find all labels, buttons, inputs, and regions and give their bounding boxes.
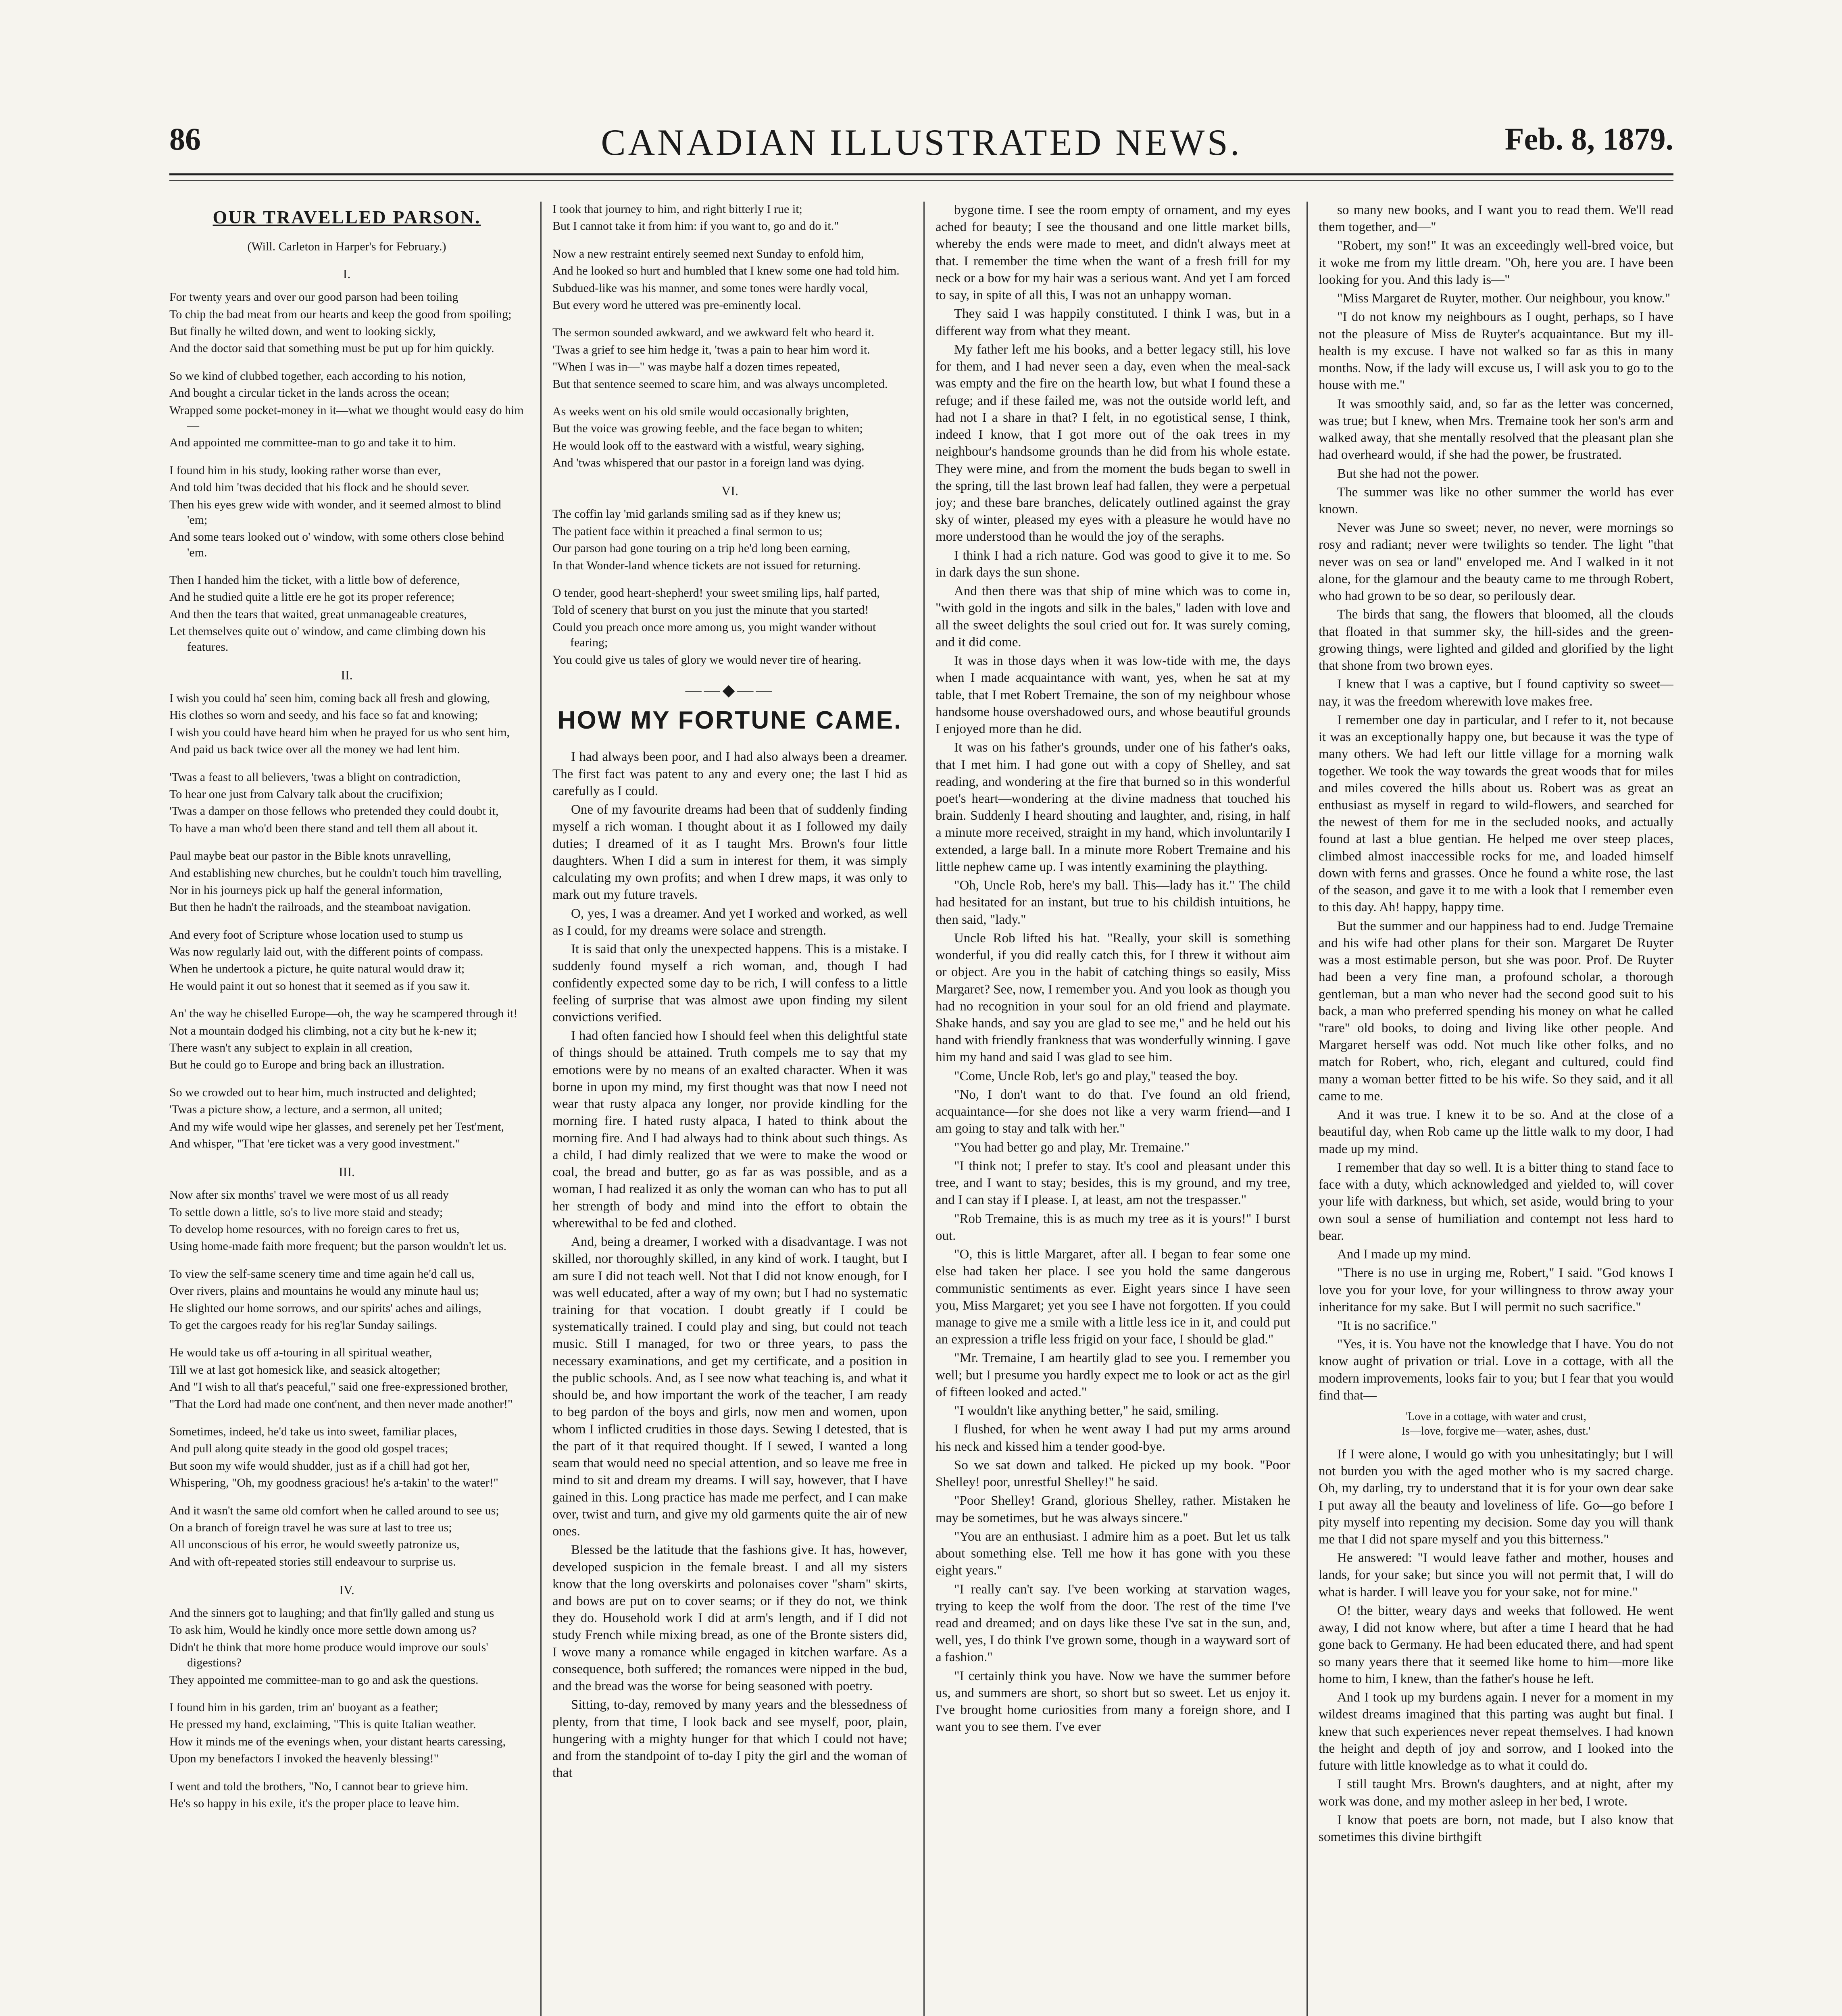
issue-date: Feb. 8, 1879. [1504, 121, 1673, 156]
verse-line: An' the way he chiselled Europe—oh, the way he scampered through it! [169, 1007, 518, 1020]
stanza [552, 585, 907, 668]
section-numeral: II. [341, 668, 353, 683]
verse-line: Could you preach once more among us, you might wander without fearing; [552, 620, 876, 650]
verse-line: To view the self-same scenery time and time again he'd call us, [169, 1267, 475, 1281]
verse-line: As weeks went on his old smile would occasionally brighten, [552, 404, 849, 418]
paragraph: And I made up my mind. [1337, 1247, 1471, 1262]
verse-line: And paid us back twice over all the money we had lent him. [169, 743, 460, 756]
verse-line: And every foot of Scripture whose location used to stump us [169, 928, 463, 941]
verse-line: I wish you could have heard him when he prayed for us who sent him, [169, 725, 510, 739]
verse-line: And he looked so hurt and humbled that I knew some one had told him. [552, 264, 900, 278]
paragraph: "Mr. Tremaine, I am heartily glad to see you. I remember you well; but I presume you hardly expect me to look or act as the girl of fifteen looked and acted." [936, 1351, 1290, 1400]
verse-line: 'Twas a feast to all believers, 'twas a blight on contradiction, [169, 770, 460, 784]
page-number: 86 [169, 121, 201, 156]
paragraph: He answered: "I would leave father and mother, houses and lands, for your sake; but since you will not permit that, I will do what is harder. I will leave you for your sake, not for mine." [1319, 1551, 1673, 1599]
verse-line: There wasn't any subject to explain in all creation, [169, 1041, 413, 1055]
paragraph: I know that poets are born, not made, but I also know that sometimes this divine birthgift [1319, 1812, 1673, 1844]
verse-line: And then the tears that waited, great unmanageable creatures, [169, 607, 467, 621]
paragraph: Blessed be the latitude that the fashions give. It has, however, developed suspicion in the female breast. I and all my sisters know that the long overskirts and polonaises cover "sham" skirts, and bows are put on to cover seams; or if they do not, we think they do. Household work I did at arm's length, and if I did not study French while mixing bread, as one of the Bronte sisters did, I wove many a romance while engaged in kitchen warfare. As a consequence, both suffered; the romances were nipped in the bud, and the bread was the worse for being seasoned with poetry. [552, 1543, 907, 1694]
paragraph: It was smoothly said, and, so far as the letter was concerned, was true; but I knew, when Mrs. Tremaine took her son's arm and walked away, that she mentally resolved that the pleasant plan she had overheard would, if she had the power, be frustrated. [1319, 396, 1673, 462]
verse-line: His clothes so worn and seedy, and his face so fat and knowing; [169, 708, 478, 722]
verse-line: He would paint it out so honest that it seemed as if you saw it. [169, 979, 470, 993]
verse-line: To ask him, Would he kindly once more settle down among us? [169, 1623, 477, 1637]
publication-title: CANADIAN ILLUSTRATED NEWS. [601, 122, 1242, 163]
couplet-line: Is—love, forgive me—water, ashes, dust.' [1401, 1425, 1591, 1437]
verse-line: But I cannot take it from him: if you want to, go and do it." [552, 219, 839, 233]
verse-line: Not a mountain dodged his climbing, not a city but he k-new it; [169, 1024, 477, 1037]
verse-line: And 'twas whispered that our pastor in a foreign land was dying. [552, 456, 865, 470]
column-divider [1306, 202, 1308, 2016]
verse-line: "When I was in—" was maybe half a dozen times repeated, [552, 360, 840, 374]
verse-line: And my wife would wipe her glasses, and serenely pet her Test'ment, [169, 1120, 504, 1133]
stanza [169, 1700, 524, 1767]
paragraph: And it was true. I knew it to be so. And at the close of a beautiful day, when Rob came up the little walk to my door, I had made up my mind. [1319, 1108, 1673, 1156]
paragraph: One of my favourite dreams had been that of suddenly finding myself a rich woman. I thought about it as I followed my daily duties; I dreamed of it as I taught Mrs. Brown's four little daughters. When I did a sum in interest for them, it was simply calculating my own profits; and when I drew maps, it was only to mark out my future travels. [552, 802, 907, 902]
story-text [936, 202, 1290, 1736]
verse-line: Till we at last got homesick like, and seasick altogether; [169, 1363, 441, 1377]
verse-line: And whisper, "That 'ere ticket was a very good investment." [169, 1137, 460, 1150]
verse-line: And pull along quite steady in the good old gospel traces; [169, 1442, 448, 1456]
verse-line: Using home-made faith more frequent; but the parson wouldn't let us. [169, 1239, 507, 1253]
paragraph: "I think not; I prefer to stay. It's cool and pleasant under this tree, and I want to stay; besides, this is my ground, and my tree, and I can stay if I please. I, at least, am not the trespasser." [936, 1158, 1290, 1208]
stanza [169, 1006, 524, 1073]
stanza [169, 369, 524, 451]
stanza [169, 1345, 524, 1412]
paragraph: "Rob Tremaine, this is as much my tree as it is yours!" I burst out. [936, 1211, 1290, 1243]
verse-line: He slighted our home sorrows, and our spirits' aches and ailings, [169, 1301, 481, 1315]
stanza [552, 404, 907, 471]
verse-line: On a branch of foreign travel he was sure at last to tree us; [169, 1520, 452, 1534]
stanza [552, 202, 907, 234]
section-numeral: I. [343, 267, 351, 281]
paragraph: bygone time. I see the room empty of ornament, and my eyes ached for beauty; I see the thousand and one little market bills, whereby the ends were made to meet, and didn't always meet at that. I remember the time when the want of a fresh frill for my neck or a bow for my hair was a serious want. And yet I am forced to say, in spite of all this, I was not an unhappy woman. [936, 203, 1290, 303]
paragraph: And then there was that ship of mine which was to come in, "with gold in the ingots and silk in the bales," laden with love and all the sweet delights the soul cried out for. It was surely coming, and it did come. [936, 584, 1290, 650]
verse-line: Told of scenery that burst on you just the minute that you started! [552, 603, 869, 617]
paragraph: so many new books, and I want you to read them. We'll read them together, and—" [1319, 203, 1673, 235]
stanza [169, 463, 524, 560]
paragraph: I flushed, for when he went away I had put my arms around his neck and kissed him a tender good-bye. [936, 1422, 1290, 1454]
paragraph: But the summer and our happiness had to end. Judge Tremaine and his wife had other plans for their son. Margaret De Ruyter was a most estimable person, but she was poor. Prof. De Ruyter had been a very fine man, a profound scholar, a thorough gentleman, but a man who never had the second good suit to his back, a man who preferred spending his money on what he called "rare" old books, to doing and living like other people. And Margaret herself was odd. Not much like other folks, and no match for Robert, who, rich, elegant and cultured, could find many a woman better fitted to be his wife. So they said, and it all came to me. [1319, 918, 1673, 1104]
verse-line: But he could go to Europe and bring back an illustration. [169, 1058, 445, 1072]
verse-line: And the doctor said that something must be put up for him quickly. [169, 342, 494, 355]
paragraph: So we sat down and talked. He picked up my book. "Poor Shelley! poor, unrestful Shelley!" he said. [936, 1458, 1290, 1490]
verse-line: 'Twas a grief to see him hedge it, 'twas a pain to hear him word it. [552, 343, 870, 356]
verse-line: Over rivers, plains and mountains he would any minute haul us; [169, 1284, 479, 1298]
poem-body [169, 266, 524, 1811]
poem-title: OUR TRAVELLED PARSON. [213, 207, 481, 227]
paragraph: "Robert, my son!" It was an exceedingly well-bred voice, but it woke me from my little dream. "Oh, here you are. I have been looking for you. And this lady is—" [1319, 238, 1673, 287]
verse-line: And with oft-repeated stories still endeavour to surprise us. [169, 1555, 456, 1568]
column-1 [169, 202, 524, 2016]
verse-line: So we kind of clubbed together, each according to his notion, [169, 369, 466, 383]
column-3 [936, 202, 1290, 2016]
column-4 [1319, 202, 1673, 2016]
stanza [552, 325, 907, 392]
stanza [169, 1266, 524, 1333]
verse-line: But that sentence seemed to scare him, and was always uncompleted. [552, 377, 888, 391]
section-numeral: IV. [339, 1583, 354, 1597]
verse-line: They appointed me committee-man to go and ask the questions. [169, 1673, 479, 1687]
verse-line: Then his eyes grew wide with wonder, and it seemed almost to blind 'em; [169, 498, 501, 527]
verse-line: And the sinners got to laughing; and that fin'lly galled and stung us [169, 1606, 494, 1620]
quoted-couplet [1319, 1410, 1673, 1439]
stanza [169, 573, 524, 655]
paragraph: The birds that sang, the flowers that bloomed, all the clouds that floated in that summer sky, the hill-sides and the green-growing things, were lighted and gilded and glorified by the light that shone from two brown eyes. [1319, 607, 1673, 673]
paragraph: "O, this is little Margaret, after all. I began to fear some one else had taken her place. I see you hold the same dangerous communistic sentiments as ever. Eight years since I have seen you, Miss Margaret; yet you see I have not forgotten. If you could manage to give me a smile with a little less ice in it, and could put an expression a trifle less frigid on your face, I should be glad." [936, 1247, 1290, 1347]
paragraph: "You had better go and play, Mr. Tremaine." [954, 1140, 1190, 1155]
paragraph: "I certainly think you have. Now we have the summer before us, and summers are short, so short but so sweet. Let us enjoy it. I've brought home curiosities from many a foreign shore, and I want you to see them. I've ever [936, 1668, 1290, 1735]
verse-line: Wrapped some pocket-money in it—what we thought would easy do him— [169, 403, 524, 432]
stanza [169, 691, 524, 758]
verse-line: But finally he wilted down, and went to looking sickly, [169, 325, 436, 338]
stanza [169, 1779, 524, 1812]
verse-line: But then he hadn't the railroads, and the steamboat navigation. [169, 900, 471, 914]
paragraph: I had often fancied how I should feel when this delightful state of things should be attained. Truth compels me to say that my emotions were by no means of an exalted character. When it was borne in upon my mind, my first thought was that now I need not wear that rusty alpaca any longer, nor provide kindling for the morning fire. I hated rusty alpaca, I hated to think about the morning fire. And I had always had to think about such things. As a child, I had dimly realized that we were to make the wood or coal, the bread and butter, go as far as was possible, and as a woman, I had realized it as only the woman can who has to put all her strength of body and mind into the effort to obtain the wherewithal to be fed and clothed. [552, 1029, 907, 1231]
verse-line: How it minds me of the evenings when, your distant hearts caressing, [169, 1735, 506, 1748]
masthead [169, 121, 1673, 173]
verse-line: And appointed me committee-man to go and take it to him. [169, 436, 456, 450]
verse-line: To settle down a little, so's to live more staid and steady; [169, 1205, 443, 1219]
verse-line: So we crowded out to hear him, much instructed and delighted; [169, 1085, 476, 1099]
verse-line: To hear one just from Calvary talk about the crucifixion; [169, 787, 443, 801]
paragraph: "Poor Shelley! Grand, glorious Shelley, rather. Mistaken he may be sometimes, but he was always sincere." [936, 1493, 1290, 1525]
verse-line: I found him in his garden, trim an' buoyant as a feather; [169, 1701, 438, 1714]
verse-line: The coffin lay 'mid garlands smiling sad as if they knew us; [552, 507, 841, 521]
verse-line: I wish you could ha' seen him, coming back all fresh and glowing, [169, 691, 490, 705]
column-2 [552, 202, 907, 2016]
stanza [169, 848, 524, 915]
paragraph: "I do not know my neighbours as I ought, perhaps, so I have not the pleasure of Miss de Ruyter's acquaintance. But my ill-health is my excuse. I have not walked so far as this in many months. Now, if the lady will excuse us, I will ask you to go to the house with me." [1319, 310, 1673, 393]
section-numeral: VI. [721, 483, 738, 498]
verse-line: Now a new restraint entirely seemed next Sunday to enfold him, [552, 247, 864, 260]
paragraph: But she had not the power. [1337, 466, 1479, 481]
paragraph: "No, I don't want to do that. I've found an old friend, acquaintance—for she does not like a very warm friend—and I am going to stay and talk with her." [936, 1087, 1290, 1136]
verse-line: And "I wish to all that's peaceful," said one free-expressioned brother, [169, 1380, 508, 1394]
verse-line: All unconscious of his error, he would sweetly patronize us, [169, 1538, 460, 1552]
paragraph: And I took up my burdens again. I never for a moment in my wildest dreams imagined that this parting was aught but final. I knew that such experiences never repeat themselves. I had known the height and depth of joy and sorrow, and I looked into the future with little knowledge as to what it could do. [1319, 1690, 1673, 1773]
paragraph: The summer was like no other summer the world has ever known. [1319, 485, 1673, 516]
verse-line: And it wasn't the same old comfort when he called around to see us; [169, 1504, 499, 1517]
story-text [1319, 202, 1673, 1404]
verse-line: Let themselves quite out o' window, and came climbing down his features. [169, 625, 486, 654]
paragraph: Never was June so sweet; never, no never, were mornings so rosy and radiant; never were twilights so tender. The light "that never was on sea or land" enveloped me. And I walked in it not alone, for the glamour and the beauty came to me through Robert, who had grown to be so dear, so perilously dear. [1319, 521, 1673, 604]
paragraph: "I really can't say. I've been working at starvation wages, trying to keep the wolf from the door. The rest of the time I've read and dreamed; and on days like these I've sat in the sun, and, well, yes, I do think I've grown some, though in a wayward sort of a fashion." [936, 1582, 1290, 1665]
verse-line: And establishing new churches, but he couldn't touch him travelling, [169, 866, 502, 880]
verse-line: I took that journey to him, and right bitterly I rue it; [552, 202, 802, 216]
verse-line: Whispering, "Oh, my goodness gracious! he's a-takin' to the water!" [169, 1476, 498, 1490]
paragraph: I think I had a rich nature. God was good to give it to me. So in dark days the sun shone. [936, 548, 1290, 580]
paragraph: I remember that day so well. It is a bitter thing to stand face to face with a duty, which acknowledged and yielded to, will cover your life with darkness, but which, set aside, would bring to your own soul a sense of humiliation and contempt not less hard to bear. [1319, 1160, 1673, 1243]
verse-line: 'Twas a damper on those fellows who pretended they could doubt it, [169, 804, 499, 818]
stanza [169, 1424, 524, 1491]
verse-line: When he undertook a picture, he quite natural would draw it; [169, 962, 465, 976]
paragraph: If I were alone, I would go with you unhesitatingly; but I will not burden you with the aged mother who is my sacred charge. Oh, my darling, try to understand that it is for your own dear sake I put away all the beauty and loveliness of life. Go—go before I pity myself into repenting my decision. Some day you will thank me that I did not spare myself and you this bitterness." [1319, 1447, 1673, 1547]
verse-line: Was now regularly laid out, with the different points of compass. [169, 945, 483, 959]
paragraph: I knew that I was a captive, but I found captivity so sweet—nay, it was the freedom wherewith love makes free. [1319, 677, 1673, 709]
paragraph: And, being a dreamer, I worked with a disadvantage. I was not skilled, nor thoroughly skilled, in any kind of work. I taught, but I am sure I did not teach well. Not that I did not know enough, for I was well educated, after a way of my own; but I had no systematic training for that vocation. I doubt greatly if I could be systematically trained. I could play and sing, but could not teach music. Still I managed, for two or three years, to pass the necessary examinations, and get my certificate, and a position in the public schools. And, as I see now what teaching is, and what it should be, and how important the work of the teacher, I am ready to beg pardon of the boys and girls, now men and women, upon whom I inflicted crudities in those days. Sewing I detested, that is the part of it that required thought. If I sewed, I wanted a long seam that would need no special attention, and so leave me free in mind to sit and dream my dreams. I will say, however, that I have gained in this. Long practice has made me perfect, and I can make over, twist and turn, and give my old garments quite the air of new ones. [552, 1235, 907, 1539]
section-numeral: III. [339, 1164, 355, 1179]
stanza [169, 770, 524, 837]
verse-line: Nor in his journeys pick up half the general information, [169, 883, 443, 897]
verse-line: In that Wonder-land whence tickets are not issued for returning. [552, 558, 861, 572]
paragraph: "It is no sacrifice." [1337, 1318, 1437, 1333]
stanza [169, 1085, 524, 1152]
verse-line: And bought a circular ticket in the lands across the ocean; [169, 386, 450, 400]
paragraph: My father left me his books, and a better legacy still, his love for them, and I had never seen a day, even when the meal-sack was empty and the fire on the hearth low, but what I found these a refuge; and if these failed me, was not the outside world left, and had not I a share in that? I felt, in no egotistical sense, I think, indeed I know, that I got more out of the oak trees in my neighbour's handsome grounds than he did from his whole estate. They were mine, and from the moment the buds began to swell in the spring, till the last brown leaf had fallen, they were a perpetual joy; and these bare branches, delicately outlined against the gray sky of winter, pleased my eyes with a pleasure he would have no more understood than he would the joy of the seraphs. [936, 342, 1290, 544]
verse-line: But every word he uttered was pre-eminently local. [552, 298, 801, 312]
stanza [169, 289, 524, 356]
verse-line: The sermon sounded awkward, and we awkward felt who heard it. [552, 326, 875, 339]
poem-byline: (Will. Carleton in Harper's for February.) [247, 240, 446, 253]
verse-line: "That the Lord had made one cont'nent, and then never made another!" [169, 1397, 513, 1411]
stanza [169, 1503, 524, 1570]
verse-line: The patient face within it preached a final sermon to us; [552, 524, 823, 538]
verse-line: And told him 'twas decided that his flock and he should sever. [169, 481, 469, 494]
verse-line: Paul maybe beat our pastor in the Bible knots unravelling, [169, 849, 451, 863]
verse-line: Sometimes, indeed, he'd take us into sweet, familiar places, [169, 1425, 457, 1438]
verse-line: To develop home resources, with no foreign cares to fret us, [169, 1223, 460, 1236]
verse-line: I found him in his study, looking rather worse than ever, [169, 463, 441, 477]
verse-line: O tender, good heart-shepherd! your sweet smiling lips, half parted, [552, 586, 880, 600]
verse-line: 'Twas a picture show, a lecture, and a sermon, all united; [169, 1103, 442, 1116]
verse-line: And he studied quite a little ere he got its proper reference; [169, 590, 455, 604]
verse-line: To get the cargoes ready for his reg'lar Sunday sailings. [169, 1318, 438, 1332]
couplet-line: 'Love in a cottage, with water and crust, [1406, 1410, 1586, 1423]
paragraph: I had always been poor, and I had also always been a dreamer. The first fact was patent to any and every one; the last I hid as carefully as I could. [552, 750, 907, 798]
paragraph: Uncle Rob lifted his hat. "Really, your skill is something wonderful, if you did really catch this, for I threw it without aim or object. Are you in the habit of catching things so easily, Miss Margaret? See, now, I remember you. And you look as though you had no recognition in your soul for an old friend and playmate. Shake hands, and say you are glad to see me," and he held out his hand with friendly frankness that was wonderfully winning. I gave him my hand and said I was glad to see him. [936, 931, 1290, 1065]
verse-line: I went and told the brothers, "No, I cannot bear to grieve him. [169, 1779, 469, 1793]
paragraph: "There is no use in urging me, Robert," I said. "God knows I love you for your love, for your willingness to throw away your inheritance for my sake. But I will permit no such sacrifice." [1319, 1266, 1673, 1314]
paragraph: O! the bitter, weary days and weeks that followed. He went away, I did not know where, but after a time I heard that he had gone back to Germany. He had been educated there, and had spent so many years there that it seemed like home to him—more like home to him, I knew, than the father's house he left. [1319, 1603, 1673, 1686]
stanza [552, 246, 907, 313]
verse-line: Subdued-like was his manner, and some tones were hardly vocal, [552, 281, 868, 295]
paragraph: "I wouldn't like anything better," he said, smiling. [954, 1404, 1219, 1418]
stanza [169, 1606, 524, 1688]
verse-line: You could give us tales of glory we would never tire of hearing. [552, 653, 861, 666]
story-text [552, 748, 907, 1781]
verse-line: Then I handed him the ticket, with a little bow of deference, [169, 573, 460, 587]
stanza [169, 1187, 524, 1254]
paragraph: O, yes, I was a dreamer. And yet I worked and worked, as well as I could, for my dreams were solace and strength. [552, 906, 907, 938]
verse-line: Upon my benefactors I invoked the heavenly blessing!" [169, 1752, 439, 1766]
paragraph: "Yes, it is. You have not the knowledge that I have. You do not know aught of privation or trial. Love in a cottage, with all the modern improvements, looks fair to you; but I fear that you would find that— [1319, 1337, 1673, 1403]
column-divider [540, 202, 542, 2016]
verse-line: Our parson had gone touring on a trip he'd long been earning, [552, 541, 850, 555]
verse-line: To chip the bad meat from our hearts and keep the good from spoiling; [169, 307, 512, 321]
paragraph: I still taught Mrs. Brown's daughters, and at night, after my work was done, and my mother asleep in her bed, I wrote. [1319, 1777, 1673, 1809]
verse-line: He's so happy in his exile, it's the proper place to leave him. [169, 1796, 459, 1810]
story-title: HOW MY FORTUNE CAME. [557, 706, 902, 735]
verse-line: But the voice was growing feeble, and the face began to whiten; [552, 422, 863, 435]
paragraph: Sitting, to-day, removed by many years and the blessedness of plenty, from that time, I look back and see myself, poor, plain, hungering with a mighty hunger for that which I could not have; and from the standpoint of to-day I pity the girl and the woman of that [552, 1697, 907, 1781]
paragraph: "Come, Uncle Rob, let's go and play," teased the boy. [954, 1068, 1238, 1083]
verse-line: He would take us off a-touring in all spiritual weather, [169, 1346, 432, 1360]
verse-line: To have a man who'd been there stand and tell them all about it. [169, 821, 478, 835]
paragraph: It was on his father's grounds, under one of his father's oaks, that I met him. I had gone out with a copy of Shelley, and sat reading, and wondering at the fire that burned so in this wonderful poet's heart—wondering at the divine madness that touched his brain. Suddenly I heard shouting and laughter, and, rising, in half a minute more received, straight in my hand, which involuntarily I extended, a large ball. In a minute more Robert Tremaine and his little nephew came up. I was intently examining the plaything. [936, 740, 1290, 874]
verse-line: And some tears looked out o' window, with some others close behind 'em. [169, 530, 504, 559]
column-divider [923, 202, 925, 2016]
paragraph: "Miss Margaret de Ruyter, mother. Our neighbour, you know." [1337, 291, 1671, 306]
verse-line: He pressed my hand, exclaiming, "This is quite Italian weather. [169, 1718, 476, 1731]
verse-line: For twenty years and over our good parson had been toiling [169, 290, 458, 304]
paragraph: They said I was happily constituted. I think I was, but in a different way from what they meant. [936, 306, 1290, 338]
stanza [169, 927, 524, 994]
paragraph: "Oh, Uncle Rob, here's my ball. This—lady has it." The child had hesitated for an instant, but true to his childish intuitions, he then said, "lady." [936, 878, 1290, 927]
verse-line: He would look off to the eastward with a wistful, weary sighing, [552, 439, 865, 452]
story-text [1319, 1446, 1673, 1845]
verse-line: But soon my wife would shudder, just as if a chill had got her, [169, 1459, 470, 1472]
header-rule-thin [169, 180, 1673, 181]
paragraph: It was in those days when it was low-tide with me, the days when I made acquaintance with want, yes, when he sat at my table, that I met Robert Tremaine, the son of my neighbour whose handsome house overshadowed ours, and whose beautiful grounds I enjoyed more than he did. [936, 654, 1290, 737]
poem-continuation [552, 202, 907, 668]
header-rule [169, 173, 1673, 175]
section-ornament: ——◆—— [685, 681, 775, 699]
verse-line: Didn't he think that more home produce would improve our souls' digestions? [169, 1640, 488, 1670]
verse-line: Now after six months' travel we were most of us all ready [169, 1188, 449, 1202]
paragraph: I remember one day in particular, and I refer to it, not because it was an exceptionally happy one, but because it was the type of many others. We had left our little village for a morning walk together. We took the way towards the great woods that for miles and miles covered the hills about us. Robert was as great an enthusiast as myself in regard to wild-flowers, and searched for the newest of them for me in the secluded nooks, and actually found at last a blue gentian. He helped me over steep places, climbed almost inaccessible rocks for me, and loaded himself down with ferns and grasses. Once he found a white rose, the last of the season, and gave it to me with a look that I remember even to this day. Ah! happy, happy time. [1319, 712, 1673, 915]
stanza [552, 506, 907, 573]
paragraph: "You are an enthusiast. I admire him as a poet. But let us talk about something else. Tell me how it has gone with you these eight years." [936, 1529, 1290, 1578]
paragraph: It is said that only the unexpected happens. This is a mistake. I suddenly found myself a rich woman, and, though I had confidently expected some day to be rich, I will confess to a little feeling of surprise that was almost awe upon finding my silent convictions verified. [552, 942, 907, 1025]
